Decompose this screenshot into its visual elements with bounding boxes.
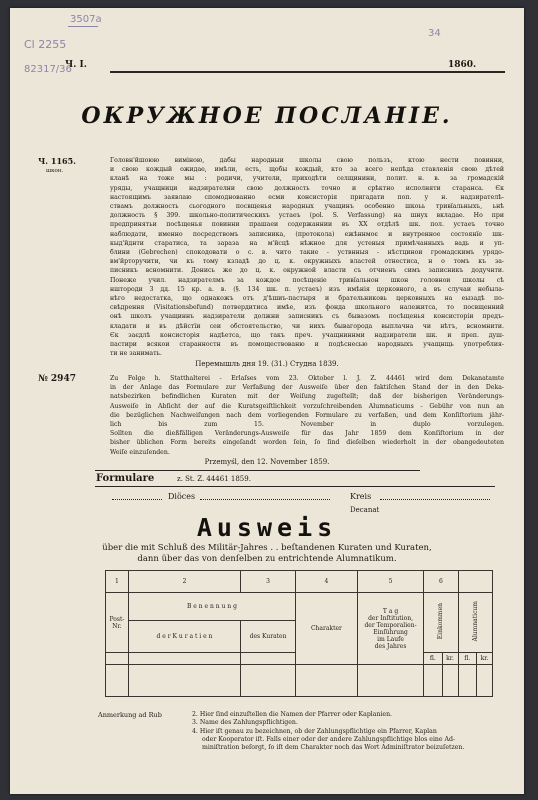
footnote-line: 3. Name des Zahlungspflichtigen. <box>192 719 298 727</box>
blank-cell <box>128 665 240 697</box>
einkommen-label: Einkommen <box>437 603 445 640</box>
ruthenian-text-line: ствамъ должность сьогодного посвщенья народных учащинъ особенно шкоьь тривїальныхъ, ьнѣ <box>110 203 504 211</box>
tag-line: des Jahres <box>374 642 407 650</box>
der-kuratien-subcell <box>128 653 240 665</box>
ruthenian-text-line: уряды, учащници надзирателни свою должность точно и срѣктно исполняти старанса. Єк <box>110 184 504 192</box>
ruthenian-text-line: предпринятьи посѣщенья повинни прашаеи содержаннии въ XX отдѣлѣ шк. пол. устаеъ точно <box>110 221 504 229</box>
col-number-4: 4 <box>296 571 358 593</box>
tag-line: T a g <box>382 607 399 615</box>
german-text-line: lich bis zum 15. November in duplo vorzulegen. <box>110 421 504 429</box>
ruthenian-text-line: писникъ всномнити. Донись же до ц. к. окружной власти съ отчиенъ симъ записникъ додучнти. <box>110 267 504 275</box>
german-text-line: die bezüglichen Nachweiſungen nach dem vorliegenden Formulare zu verfaßen, und dem Konſiſtorium jähr- <box>110 411 504 419</box>
decanat-label: Decanat <box>350 506 380 514</box>
blank-cell <box>357 665 423 697</box>
ruthenian-text-line: пастири всякои старанностн въ помоществованю и подѣснесью народныхъ учащнщь употреблия- <box>110 341 504 349</box>
german-text-line: Ausweiſe in Abſicht der auf die Kuratsgeiſtlichkeit vorzuſchreibenden Alumnaticums - Gebühr von nun an <box>110 402 504 410</box>
ruthenian-text-line: Головн'йшоюю виміною, дабы народныи школы свою пользъ, ктою нести повинни, <box>110 157 504 164</box>
tag-line: im Laufe <box>377 635 404 643</box>
footnote-line: 2. Hier ſind einzuſtellen die Namen der Pfarrer oder Kaplanien. <box>192 711 393 718</box>
ruthenian-text-line: Єк заєдлѣ консисторія надѣетса, що такъ преч. учащниннми надзиратели шк. и преп. душ- <box>110 331 504 339</box>
kreis-label: Kreis <box>350 492 372 501</box>
benennung-header: B e n e n n u n g <box>128 593 295 621</box>
col-number-7 <box>458 571 492 593</box>
ruthenian-closing: Перемышль дня 19. (31.) Студна 1839. <box>195 360 339 368</box>
tag-line: der Temporalien- <box>364 621 417 629</box>
ausweis-subtitle-line1: über die mit Schluß des Militär-Jahres . . beſtandenen Kuraten und Kuraten, <box>102 543 432 553</box>
tag-line: Einſührung <box>373 628 408 636</box>
der-kuratien-header: d e r K u r a t i e n <box>128 621 240 653</box>
blank-cell <box>106 665 129 697</box>
signature-note-two: 82317/36 <box>24 64 72 75</box>
alumnaticum-kr: kr. <box>476 653 492 665</box>
german-text <box>110 374 504 457</box>
ruthenian-text-line: вм'йрторучити, чи къ тому кзладѣ до ц. к. окружныхъ властей отнестиса, н о томъ къ за- <box>110 258 504 266</box>
german-text-line: Sollten die dießfälligen Veränderungs-Ausweiſe für das Jahr 1859 dem Konſiſtorium in der <box>110 430 504 438</box>
ruthenian-text-line: должность § 399. школьно-политическихъ устаеъ (pol. S. Verfassung) на шнух вкладае. Но при <box>110 212 504 220</box>
ruthenian-text-line: кыд'йднти старатиса, та зараза на м'йсцѣ нѣжное для устеныя примѣчанныхъ вадь и уп- <box>110 239 504 247</box>
post-nr-header: Post-Nr. <box>106 593 129 653</box>
ruthenian-text-line: Понеже учил. надзирателмъ за кождое посѣщеніе тривїальнон шкон головнои школы сѣ <box>110 276 504 284</box>
post-nr-subcell <box>106 653 129 665</box>
ruthenian-text-line: онѣ школъ учащиннъ надзиратели должни записникъ съ бывазомъ посѣщенья консисторіи предъ- <box>110 313 504 321</box>
footnote-heading: Anmerkung ad Rub <box>98 711 162 719</box>
dioces-label: Diöces <box>168 492 196 501</box>
ruthenian-text <box>110 156 504 358</box>
document-page <box>10 8 524 794</box>
year-label: 1860. <box>448 60 477 70</box>
ruthenian-text-line: настоящимъ заявлаю спомоднованно есми консисторія пригадати поп. у н. надзирателѣ- <box>110 193 504 201</box>
ruthenian-margin-note: шкон. <box>46 168 64 174</box>
formulare-reference: z. St. Z. 44461 1859. <box>177 475 251 483</box>
page-title: ОКРУЖНОЕ ПОСЛАНІЕ. <box>81 103 453 129</box>
german-text-line: in der Anlage das Formulare zur Verfaßung der Ausweiſe über den faktiſchen Stand der in den Deka- <box>110 384 504 392</box>
dioces-dots <box>112 499 162 500</box>
alumnaticum-label: Alumnaticum <box>471 601 479 642</box>
tag-header <box>357 593 423 665</box>
formulare-label: Formulare <box>96 473 155 484</box>
blank-cell <box>476 665 492 697</box>
ruthenian-text-line: и свою кождый ожидае, имѣли, есть, щобы кождый, кто за всего непѣда ставленія свою дѣтей <box>110 166 504 174</box>
formulare-rule <box>95 486 495 487</box>
part-label: Ч. I. <box>65 60 87 70</box>
header-rule <box>110 71 505 73</box>
footnote-line: oder Kooperator iſt. Falls einer oder der andere Zahlungspflichtige blos eine Ad- <box>202 735 456 743</box>
col-number-1: 1 <box>106 571 129 593</box>
col-number-2: 2 <box>128 571 240 593</box>
col-number-3: 3 <box>241 571 296 593</box>
des-kuraten-header: des Kuraten <box>241 621 296 653</box>
footnotes-block <box>186 711 506 752</box>
german-number: № 2947 <box>38 374 76 384</box>
dioces-fill-line <box>200 499 330 500</box>
blank-entry-row <box>106 665 493 697</box>
ausweis-subtitle-line2: dann über das von denſelben zu entrichtende Alumnatikum. <box>137 554 397 564</box>
blank-cell <box>442 665 458 697</box>
footnote-line: 4. Hier iſt genau zu bezeichnen, ob der Zahlungspflichtige ein Pfarrer, Kaplan <box>192 727 437 735</box>
ruthenian-text-line: кланѣ на тоже мы : родичи, учители, приходѣти селщинини, полит. н. в. за громадскій <box>110 175 504 183</box>
german-text-line: bisher üblichen Form bereits eingeſandt worden ſein, ſo ſind dieſelben wiederholt in der obangedeuteten <box>110 439 504 447</box>
german-text-line: natsbezirken befindlichen Kuraten mit der Weiſung zugeſtellt; daß der bisherigen Veränderungs- <box>110 393 504 401</box>
des-kuraten-subcell <box>241 653 296 665</box>
tag-line: der Inſtitution, <box>368 614 414 622</box>
einkommen-kr: kr. <box>442 653 458 665</box>
blank-cell <box>458 665 476 697</box>
col-number-6: 6 <box>424 571 458 593</box>
einkommen-header <box>424 593 458 653</box>
alumnaticum-header <box>458 593 492 653</box>
ruthenian-text-line: нѣго недостатка, що однакожъ отъ д'ѣшиъ-пастыря и брательниковь церковныхъ на еызадѣ по- <box>110 295 504 303</box>
ruthenian-text-line: ти не занимать. <box>110 350 162 358</box>
header-row-1 <box>106 593 493 621</box>
alumnaticum-fl: fl. <box>458 653 476 665</box>
ausweis-title: Ausweis <box>196 513 338 542</box>
ausweis-table <box>105 570 493 697</box>
german-text-line: Weiſe einzuſenden. <box>110 448 170 456</box>
ruthenian-text-line: кладати и въ дѣйстїи сеи обстоятельство, чи нихъ бывагорода выплачна чи нѣтъ, всномнити. <box>110 322 504 330</box>
german-text-line: Zu Folge h. Statthalterei - Erlaſses vom 23. Oktober l. J. Z. 44461 wird dem Dekanatamte <box>110 375 504 382</box>
ruthenian-text-line: наблюдати, именно посредствомъ записника, (протокола) ежѣннмоє и внутренное состоянїе шк- <box>110 230 504 238</box>
ruthenian-text-line: нштороди 3 дд. 15 кр. а. в. (§. 134 шк. п. устаеъ) изъ имѣнія церковного, а въ случаи небыла- <box>110 285 504 293</box>
blank-cell <box>424 665 442 697</box>
blank-cell <box>241 665 296 697</box>
ruthenian-number: Ч. 1165. <box>38 156 76 166</box>
col-number-5: 5 <box>357 571 423 593</box>
archive-number-underline <box>68 26 98 27</box>
german-closing: Przemyśl, den 12. November 1859. <box>204 458 330 466</box>
ruthenian-text-line: блини (Gebrechen) спокодовати о с. в. чито такие - уствнныя - нѣстцинои громадскимъ урядо- <box>110 249 504 257</box>
charakter-header: Charakter <box>296 593 358 665</box>
closing-rule <box>95 470 420 471</box>
column-number-row <box>106 571 493 593</box>
footnote-line: miniſtration beſorgt, ſo iſt dem Charakter noch das Wort Adminiſtrator beizuſetzen. <box>202 744 465 752</box>
einkommen-fl: fl. <box>424 653 442 665</box>
kreis-fill-line <box>380 499 490 500</box>
blank-cell <box>296 665 358 697</box>
archive-number-note: 3507a <box>70 14 102 25</box>
signature-note-one: Cl 2255 <box>24 38 67 51</box>
ruthenian-text-line: свѣдрення (Visitationsbefund) потвердитиса имѣе, изъ фонда школьного належитса, то посвщенний <box>110 304 504 312</box>
page-number-note: 34 <box>428 28 441 39</box>
